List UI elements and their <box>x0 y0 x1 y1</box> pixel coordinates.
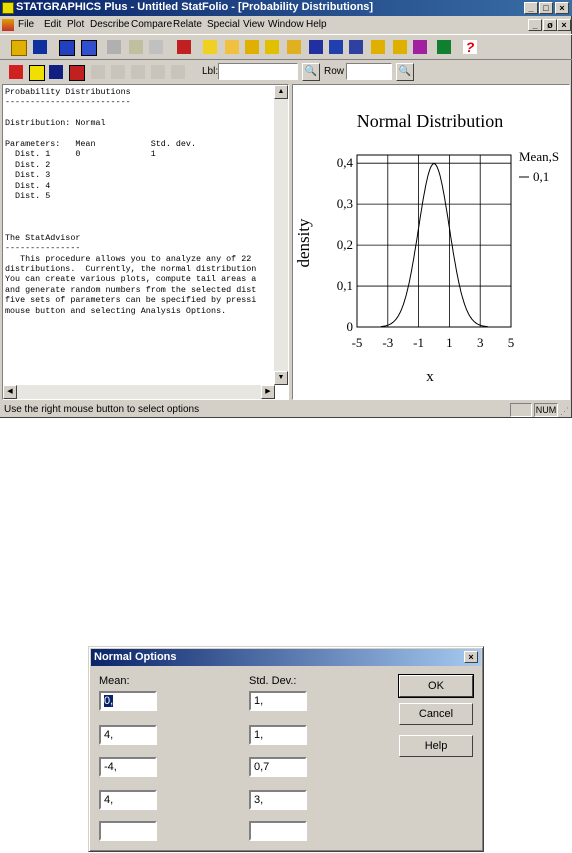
sd-field-3[interactable]: 0,7 <box>249 757 307 777</box>
text-line: Dist. 4 <box>5 180 51 191</box>
main-window <box>0 0 572 418</box>
vertical-scrollbar[interactable] <box>274 85 288 385</box>
y-tick-label: 0,3 <box>336 196 353 212</box>
help-question-icon[interactable]: ? <box>460 37 480 57</box>
dialog-title-bar[interactable] <box>91 649 481 666</box>
text-line <box>5 108 273 118</box>
y-axis-label: density <box>294 218 313 268</box>
sigma-icon[interactable] <box>222 37 242 57</box>
chart-pane[interactable] <box>292 84 570 400</box>
multivariate-icon[interactable] <box>410 37 430 57</box>
menu-file[interactable]: File <box>18 19 35 30</box>
text-pane-icon[interactable] <box>26 62 46 82</box>
text-line: Dist. 5 <box>5 191 51 202</box>
window-title: STATGRAPHICS Plus - Untitled StatFolio - [Probability Distributions] <box>16 1 374 13</box>
status-box-empty <box>510 403 532 417</box>
datasheet-icon[interactable] <box>56 37 76 57</box>
close-button[interactable]: × <box>555 2 569 14</box>
text-line <box>5 129 273 139</box>
mean-field-1-value: 0, <box>104 695 114 707</box>
go-icon[interactable] <box>434 37 454 57</box>
secondary-toolbar <box>0 60 572 84</box>
trend-icon[interactable] <box>346 37 366 57</box>
menu-describe[interactable]: Describe <box>90 19 130 30</box>
menu-view[interactable]: View <box>243 19 265 30</box>
text-line <box>5 201 273 211</box>
ok-button[interactable]: OK <box>399 675 473 697</box>
lbl-input[interactable] <box>218 63 298 80</box>
x-tick-label: -3 <box>382 335 394 350</box>
menu-plot[interactable]: Plot <box>67 19 85 30</box>
matrix-icon[interactable] <box>284 37 304 57</box>
x-tick-label: -5 <box>351 335 363 350</box>
dialog-title: Normal Options <box>94 651 177 663</box>
globe-icon[interactable] <box>368 37 388 57</box>
text-line: Dist. 2 <box>5 159 51 170</box>
disabled-tool-5-icon[interactable] <box>168 62 188 82</box>
minimize-button[interactable]: _ <box>524 2 538 14</box>
dialog-close-button[interactable]: × <box>464 651 478 663</box>
doc-close-button[interactable]: × <box>557 19 571 31</box>
text-line: --------------- <box>5 243 81 254</box>
mean-label: Mean: <box>99 675 130 687</box>
x-axis-label: x <box>426 369 434 385</box>
statfolio-icon[interactable] <box>6 62 26 82</box>
save-icon[interactable] <box>30 37 50 57</box>
status-message: Use the right mouse button to select options <box>4 404 200 415</box>
y-tick-label: 0 <box>346 319 353 334</box>
document-icon[interactable] <box>2 19 14 31</box>
mean-field-4[interactable]: 4, <box>99 790 157 810</box>
doc-minimize-button[interactable]: _ <box>528 19 542 31</box>
restore-button[interactable]: □ <box>539 2 553 14</box>
text-line: This procedure allows you to analyze any of 22 <box>5 253 252 264</box>
scroll-right-button[interactable]: ▶ <box>261 385 275 399</box>
y-tick-label: 0,4 <box>336 155 353 171</box>
menu-compare[interactable]: Compare <box>131 19 173 30</box>
scroll-left-button[interactable]: ◀ <box>3 385 17 399</box>
text-line: You can create various plots, compute tail areas a <box>5 274 257 285</box>
text-line: Dist. 3 <box>5 170 51 181</box>
sketch-icon[interactable] <box>66 62 86 82</box>
text-line: ------------------------- <box>5 97 131 108</box>
disabled-tool-3-icon[interactable] <box>128 62 148 82</box>
scroll-down-button[interactable]: ▼ <box>274 371 288 385</box>
disabled-tool-4-icon[interactable] <box>148 62 168 82</box>
mean-field-5[interactable] <box>99 821 157 841</box>
summary-stats-icon[interactable] <box>200 37 220 57</box>
copy-icon[interactable] <box>126 37 146 57</box>
menu-special[interactable]: Special <box>207 19 240 30</box>
disabled-tool-2-icon[interactable] <box>108 62 128 82</box>
scroll-up-button[interactable]: ▲ <box>274 85 288 99</box>
chart-grid <box>357 155 511 327</box>
paste-icon[interactable] <box>146 37 166 57</box>
legend <box>519 169 549 184</box>
normal-options-dialog <box>88 646 484 852</box>
menu-edit[interactable]: Edit <box>44 19 62 30</box>
text-line <box>5 222 273 232</box>
menu-relate[interactable]: Relate <box>173 19 202 30</box>
histogram-icon[interactable] <box>242 37 262 57</box>
legend-title: Mean,S <box>519 149 560 164</box>
text-line: five sets of parameters can be specified by pressi <box>5 295 257 306</box>
mean-field-1[interactable] <box>99 691 157 711</box>
y-tick-label: 0,2 <box>336 237 353 253</box>
x-tick-label: 5 <box>507 335 515 350</box>
row-label: Row <box>324 66 345 77</box>
text-line <box>5 212 273 222</box>
binoculars-icon[interactable]: 🔍 <box>302 63 320 81</box>
horizontal-scrollbar[interactable] <box>3 385 275 399</box>
y-tick-label: 0,1 <box>336 278 353 294</box>
x-tick-label: 1 <box>446 335 453 350</box>
lbl-label: Lbl: <box>202 66 219 77</box>
menu-window[interactable]: Window <box>268 19 304 30</box>
sd-label: Std. Dev.: <box>249 675 297 687</box>
text-line: Dist. 1 0 1 <box>5 149 156 160</box>
text-line: The StatAdvisor <box>5 232 81 243</box>
sd-field-4[interactable]: 3, <box>249 790 307 810</box>
text-line: Parameters: Mean Std. dev. <box>5 139 196 150</box>
title-bar[interactable] <box>0 0 572 16</box>
cut-icon[interactable] <box>104 37 124 57</box>
app-icon[interactable] <box>2 2 14 14</box>
print-icon[interactable] <box>174 37 194 57</box>
text-line: and generate random numbers from the selected dist <box>5 284 257 295</box>
open-folder-icon[interactable] <box>8 37 28 57</box>
text-line: Probability Distributions <box>5 87 131 97</box>
text-output-pane[interactable] <box>2 84 289 400</box>
row-input[interactable] <box>346 63 392 80</box>
sd-field-5[interactable] <box>249 821 307 841</box>
sd-field-1[interactable]: 1, <box>249 691 307 711</box>
chart-title: Normal Distribution <box>356 111 504 131</box>
sd-field-2[interactable]: 1, <box>249 725 307 745</box>
resize-grip-icon[interactable]: ⋰ <box>560 406 569 416</box>
text-output <box>5 87 273 381</box>
mean-field-2[interactable]: 4, <box>99 725 157 745</box>
text-line: mouse button and selecting Analysis Options. <box>5 305 227 316</box>
menu-bar <box>0 17 572 33</box>
timeseries-icon[interactable] <box>306 37 326 57</box>
doc-restore-button[interactable]: ø <box>543 19 557 31</box>
num-indicator: NUM <box>535 405 557 415</box>
text-line: Distribution: Normal <box>5 118 106 129</box>
mean-field-3[interactable]: -4, <box>99 757 157 777</box>
x-tick-label: -1 <box>413 335 425 350</box>
text-line: distributions. Currently, the normal distribution <box>5 263 257 274</box>
main-toolbar <box>0 34 572 60</box>
status-bar <box>0 402 572 418</box>
control-chart-icon[interactable] <box>390 37 410 57</box>
normal-distribution-chart <box>293 85 569 399</box>
disabled-tool-1-icon[interactable] <box>88 62 108 82</box>
distribution-icon[interactable] <box>326 37 346 57</box>
binoculars-row-icon[interactable]: 🔍 <box>396 63 414 81</box>
graph-pane-icon[interactable] <box>46 62 66 82</box>
menu-help[interactable]: Help <box>306 19 327 30</box>
plot-frame <box>357 155 511 327</box>
cancel-button[interactable]: Cancel <box>399 703 473 725</box>
x-tick-label: 3 <box>476 335 484 350</box>
legend-entry: 0,1 <box>533 169 550 184</box>
data-edit-icon[interactable] <box>78 37 98 57</box>
help-button[interactable]: Help <box>399 735 473 757</box>
scatter-icon[interactable] <box>262 37 282 57</box>
